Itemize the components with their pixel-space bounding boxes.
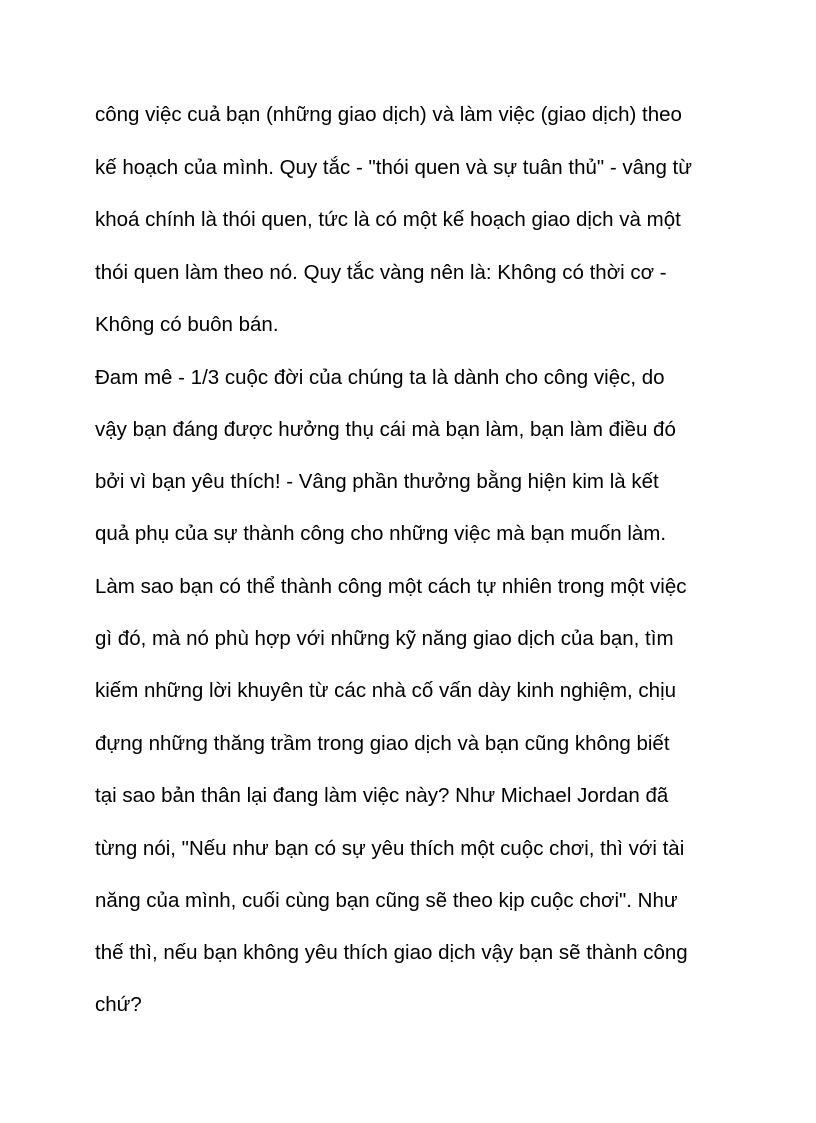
text-line-14: tại sao bản thân lại đang làm việc này? Như Michael Jordan đã	[95, 784, 669, 807]
text-line-10: Làm sao bạn có thể thành công một cách tự nhiên trong một việc	[95, 575, 687, 598]
text-line-18: chứ?	[95, 993, 142, 1016]
text-line-1: công việc cuả bạn (những giao dịch) và làm việc (giao dịch) theo	[95, 103, 682, 126]
text-line-13: đựng những thăng trầm trong giao dịch và bạn cũng không biết	[95, 732, 670, 755]
text-line-5: Không có buôn bán.	[95, 313, 279, 336]
text-line-17: thế thì, nếu bạn không yêu thích giao dịch vậy bạn sẽ thành công	[95, 941, 688, 964]
text-line-4: thói quen làm theo nó. Quy tắc vàng nên là: Không có thời cơ -	[95, 261, 667, 284]
text-line-3: khoá chính là thói quen, tức là có một kế hoạch giao dịch và một	[95, 208, 681, 231]
text-line-15: từng nói, "Nếu như bạn có sự yêu thích một cuộc chơi, thì với tài	[95, 837, 685, 860]
text-line-7: vậy bạn đáng được hưởng thụ cái mà bạn làm, bạn làm điều đó	[95, 418, 676, 441]
text-line-6: Đam mê - 1/3 cuộc đời của chúng ta là dành cho công việc, do	[95, 366, 665, 389]
text-line-11: gì đó, mà nó phù hợp với những kỹ năng giao dịch của bạn, tìm	[95, 627, 674, 650]
text-line-16: năng của mình, cuối cùng bạn cũng sẽ theo kịp cuộc chơi". Như	[95, 889, 678, 912]
text-line-9: quả phụ của sự thành công cho những việc mà bạn muốn làm.	[95, 522, 667, 545]
text-line-2: kế hoạch của mình. Quy tắc - "thói quen và sự tuân thủ" - vâng từ	[95, 156, 692, 179]
text-line-8: bởi vì bạn yêu thích! - Vâng phần thưởng bằng hiện kim là kết	[95, 470, 659, 493]
text-line-12: kiếm những lời khuyên từ các nhà cố vấn dày kinh nghiệm, chịu	[95, 679, 677, 702]
